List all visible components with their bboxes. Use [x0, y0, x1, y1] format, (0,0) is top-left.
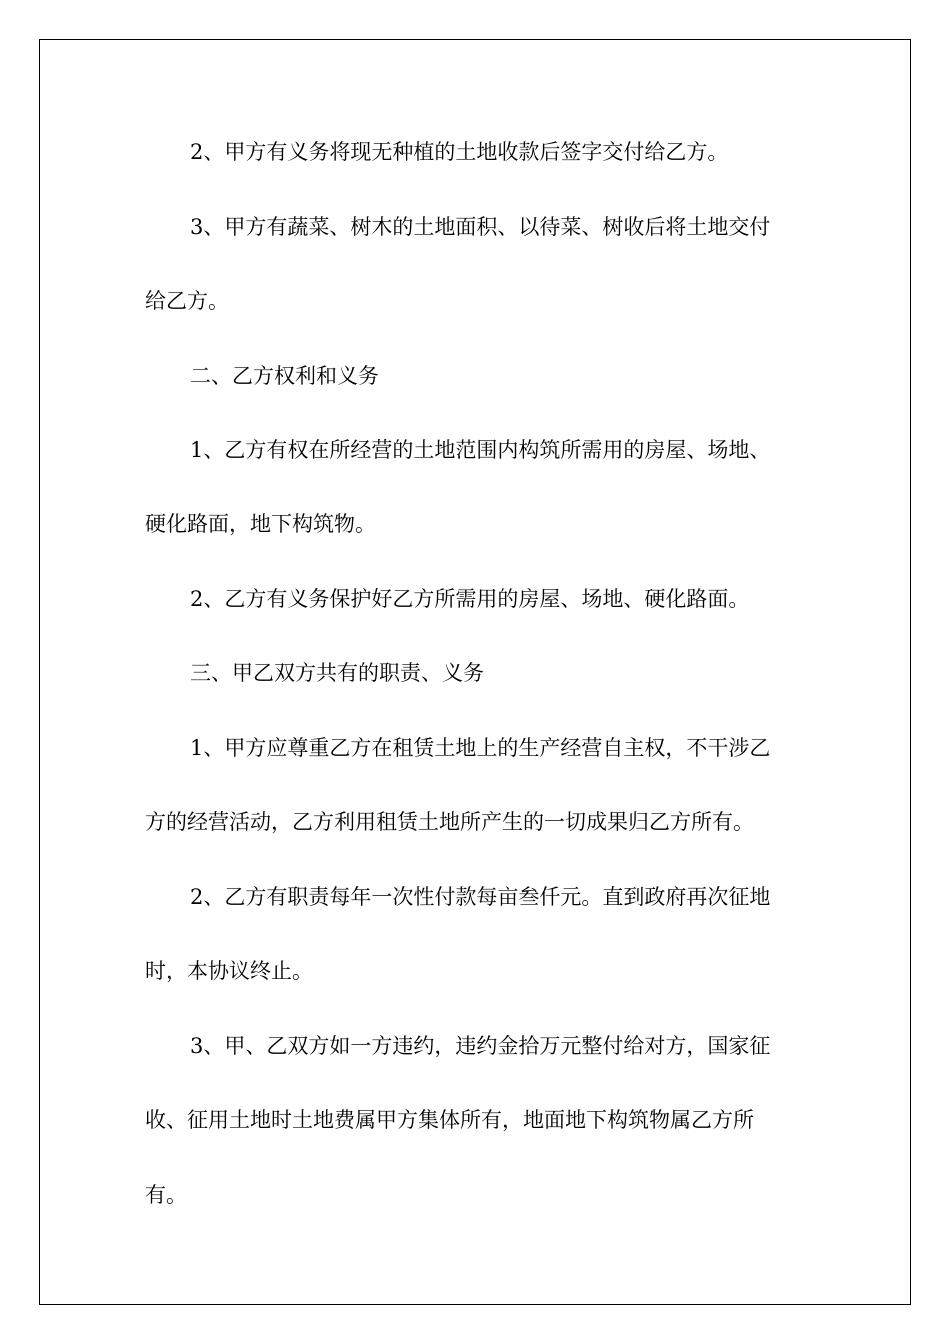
section-heading: 二、乙方权利和义务 — [190, 364, 379, 388]
paragraph-line: 方的经营活动，乙方利用租赁土地所产生的一切成果归乙方所有。 — [145, 810, 754, 834]
paragraph-line: 1、甲方应尊重乙方在租赁土地上的生产经营自主权，不干涉乙 — [190, 736, 771, 760]
paragraph-line: 2、乙方有职责每年一次性付款每亩叁仟元。直到政府再次征地 — [190, 885, 771, 909]
paragraph-line: 3、甲、乙双方如一方违约，违约金拾万元整付给对方，国家征 — [190, 1034, 771, 1058]
paragraph-line: 给乙方。 — [145, 289, 229, 313]
paragraph-line: 2、甲方有义务将现无种植的土地收款后签字交付给乙方。 — [190, 140, 729, 164]
paragraph-line: 2、乙方有义务保护好乙方所需用的房屋、场地、硬化路面。 — [190, 587, 750, 611]
paragraph-line: 时，本协议终止。 — [145, 959, 313, 983]
paragraph-line: 有。 — [145, 1183, 187, 1207]
paragraph-line: 3、甲方有蔬菜、树木的土地面积、以待菜、树收后将土地交付 — [190, 215, 771, 239]
paragraph-line: 收、征用土地时土地费属甲方集体所有，地面地下构筑物属乙方所 — [145, 1108, 754, 1132]
paragraph-line: 1、乙方有权在所经营的土地范围内构筑所需用的房屋、场地、 — [190, 438, 771, 462]
section-heading: 三、甲乙双方共有的职责、义务 — [190, 661, 484, 685]
paragraph-line: 硬化路面，地下构筑物。 — [145, 512, 376, 536]
